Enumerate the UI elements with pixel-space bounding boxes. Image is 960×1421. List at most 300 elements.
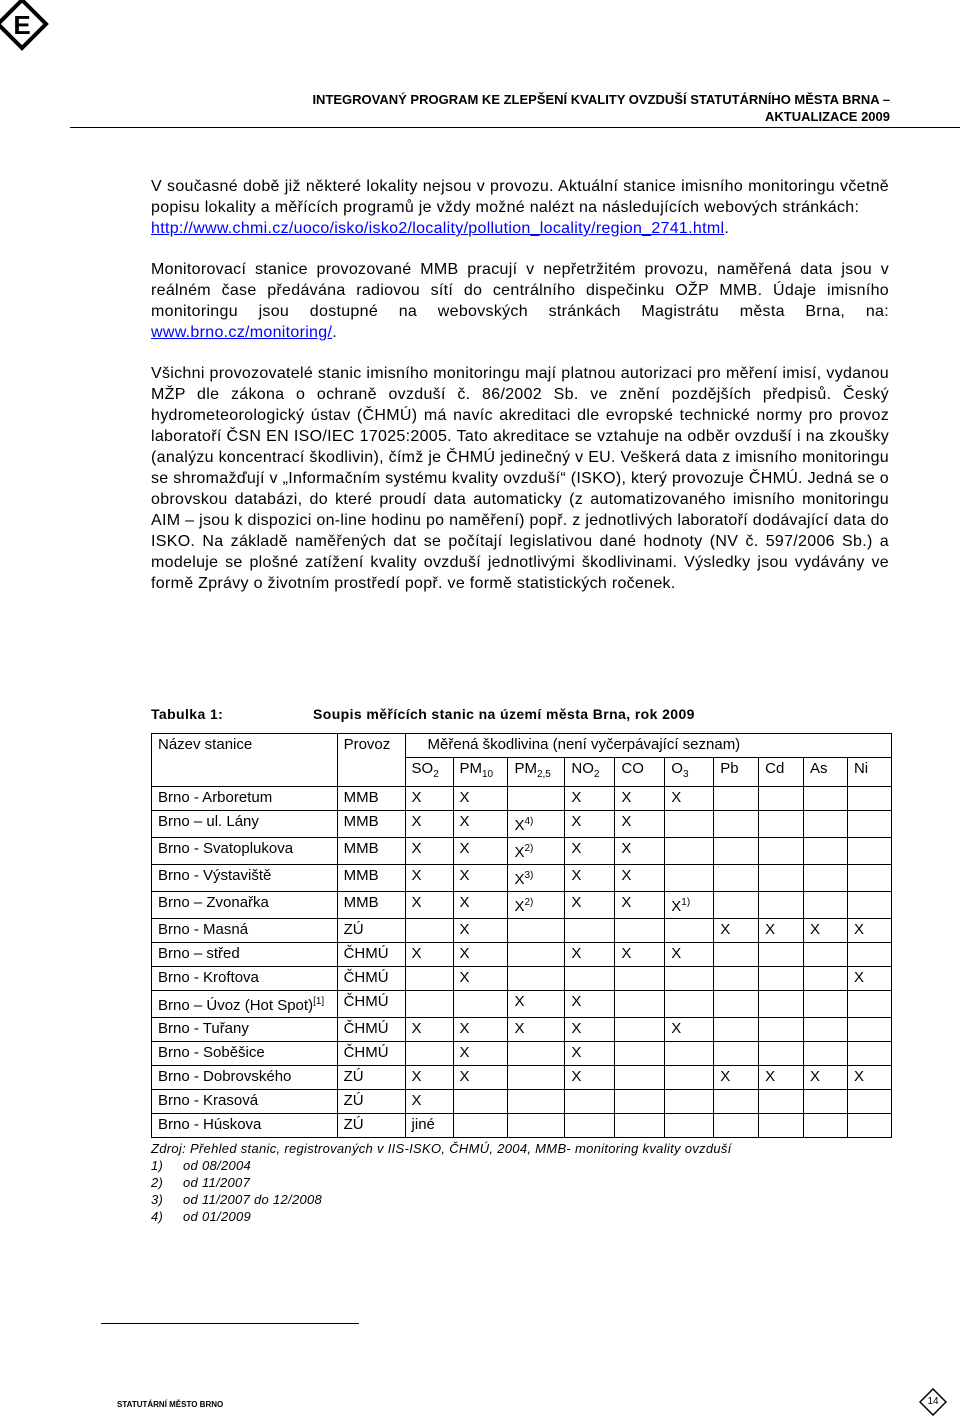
logo-letter: E [13,10,31,40]
measure-cell [759,811,804,838]
note-text: od 11/2007 [183,1175,251,1190]
measure-cell [804,943,848,967]
measure-mark: X [720,921,731,938]
table-row [152,943,892,967]
measure-mark: X [571,1068,582,1085]
measure-cell [714,967,759,991]
table-caption [151,706,695,722]
measure-mark: X [571,867,582,884]
measure-cell [804,1042,848,1066]
table-row [152,865,892,892]
note-item [151,1174,732,1191]
measure-mark: X [459,921,470,938]
measure-cell [665,838,714,865]
measure-cell [615,892,665,919]
pollutant-subscript: 2 [433,769,439,780]
station-name-text: Brno - Svatoplukova [158,840,294,857]
measure-mark: X [671,1020,682,1037]
measure-cell [714,811,759,838]
measure-cell [847,811,891,838]
measure-cell [508,991,565,1018]
measure-mark: X [810,1068,821,1085]
measure-mark: X [459,840,470,857]
measure-cell [804,967,848,991]
measure-cell [615,787,665,811]
measure-cell [759,1066,804,1090]
measure-cell [453,811,508,838]
measure-cell [714,1090,759,1114]
measure-mark: X [621,867,632,884]
measure-cell [804,1090,848,1114]
station-operator: MMB [337,865,405,892]
measure-cell [405,991,453,1018]
measure-cell [714,1018,759,1042]
measure-mark: X [514,1020,525,1037]
measure-cell [615,943,665,967]
measure-mark: X [514,871,525,888]
measure-cell [759,838,804,865]
measure-cell [847,1114,891,1138]
station-name [152,787,338,811]
station-name-text: Brno - Húskova [158,1116,262,1133]
paragraph-2 [151,259,889,343]
pollutant-header [565,758,615,787]
measure-mark: X [571,1020,582,1037]
measure-cell [405,1114,453,1138]
measure-cell [615,811,665,838]
measure-note: 3) [524,870,534,881]
station-operator: ZÚ [337,1114,405,1138]
measure-cell [453,892,508,919]
note-item [151,1157,732,1174]
table-row [152,1114,892,1138]
measure-cell [453,1018,508,1042]
measure-cell [405,892,453,919]
measure-cell [714,919,759,943]
measure-cell [615,865,665,892]
measure-cell [453,919,508,943]
station-operator: ZÚ [337,919,405,943]
pollutant-name: NO [571,760,594,777]
table-sources [151,1140,732,1225]
measure-cell [804,1066,848,1090]
pollutant-subscript: 10 [482,769,494,780]
pollutant-header [453,758,508,787]
table-label: Tabulka 1: [151,706,224,722]
header-line-1: INTEGROVANÝ PROGRAM KE ZLEPŠENÍ KVALITY OVZDUŠÍ STATUTÁRNÍHO MĚSTA BRNA – [312,92,890,107]
station-operator: MMB [337,838,405,865]
pollutant-name: PM [459,760,482,777]
measure-cell [847,892,891,919]
measure-cell [714,1066,759,1090]
table-row [152,919,892,943]
measure-cell [508,919,565,943]
measure-mark: X [411,867,422,884]
measure-mark: X [853,921,864,938]
measure-cell [714,1114,759,1138]
table-row [152,892,892,919]
measure-mark: X [571,789,582,806]
table-row [152,1066,892,1090]
measure-cell [804,865,848,892]
measure-cell [804,1114,848,1138]
measure-cell [847,1066,891,1090]
measure-mark: X [514,844,525,861]
pollutant-name: SO [411,760,434,777]
measure-cell [405,787,453,811]
measure-mark: X [621,840,632,857]
measure-cell [847,1090,891,1114]
header-line-2: AKTUALIZACE 2009 [765,109,890,124]
measure-mark: X [621,789,632,806]
note-text: od 01/2009 [183,1209,252,1224]
measure-cell [759,1114,804,1138]
note-item [151,1191,732,1208]
measure-cell [453,943,508,967]
measure-cell [847,865,891,892]
measure-cell [565,811,615,838]
measure-cell [665,991,714,1018]
station-name [152,991,338,1018]
measure-note: 2) [524,843,534,854]
measure-cell [405,811,453,838]
header-divider [70,127,960,128]
station-name [152,919,338,943]
station-name [152,1114,338,1138]
measure-cell [847,943,891,967]
measure-cell [759,991,804,1018]
station-note: [1] [313,996,325,1007]
station-name [152,1042,338,1066]
measure-cell [665,1090,714,1114]
measure-cell [665,919,714,943]
measure-cell [804,919,848,943]
pollutant-header [508,758,565,787]
header-pollutants: Měřená škodlivina (není vyčerpávající seznam) [405,734,891,758]
measure-cell [665,865,714,892]
measure-cell [759,787,804,811]
measure-cell [565,1114,615,1138]
measure-cell [759,919,804,943]
pollutant-subscript: 2 [593,769,600,780]
measure-cell [565,943,615,967]
measure-cell [615,991,665,1018]
table-row [152,991,892,1018]
pollutant-name: PM [514,760,537,777]
measure-cell [759,892,804,919]
station-name [152,943,338,967]
pollutant-header [405,758,453,787]
measure-mark: X [671,945,682,962]
measure-mark: X [459,945,470,962]
measure-cell [615,1018,665,1042]
measure-cell [804,838,848,865]
measure-cell [759,865,804,892]
table-title: Soupis měřících stanic na území města Brna, rok 2009 [313,706,695,722]
measure-cell [453,1090,508,1114]
document-header [312,91,890,125]
measure-cell [508,1018,565,1042]
station-name-text: Brno - Masná [158,921,249,938]
station-name [152,865,338,892]
measure-cell [759,967,804,991]
measure-cell [453,787,508,811]
measure-cell [565,991,615,1018]
station-name-text: Brno – střed [158,945,240,962]
footnote-divider [101,1323,359,1324]
paragraph-3: Všichni provozovatelé stanic imisního monitoringu mají platnou autorizaci pro měření imisí, vydanou MŽP dle zákona o ochraně ovzduší č. 86/2002 Sb. ve znění pozdějších předpisů. Český hydrometeorologický ústav (ČHMÚ) má navíc akreditaci dle evropské technické normy pro provoz laboratoří ČSN EN ISO/IEC 17025:2005. Tato akreditace se vztahuje na odběr ovzduší i na zkoušky (analýzu koncentrací škodlivin), čímž je ČHMÚ jedinečný v EU. Veškerá data z imisního monitoringu se shromažďují v „Informačním systému kvality ovzduší“ (ISKO), který provozuje ČHMÚ. Jedná se o obrovskou databázi, do které proudí data automaticky (z automatizovaného imisního monitoringu AIM – jsou k dispozici on-line hodinu po naměření) popř. z jednotlivých laboratoří dodávající data do ISKO. Na základě naměřených dat se počítají legislativou dané hodnoty (NV č. 597/2006 Sb.) a modeluje se plošné zatížení kvality ovzduší jednotlivými škodlivinami. Výsledky jsou vydávány ve formě Zprávy o životním prostředí popř. ve formě statistických ročenek. [151,365,889,592]
measure-cell [714,991,759,1018]
measure-cell [405,1066,453,1090]
measure-mark: X [571,1044,582,1061]
table-row [152,1018,892,1042]
station-name-text: Brno - Dobrovského [158,1068,292,1085]
measure-cell [665,1114,714,1138]
station-operator: ČHMÚ [337,1018,405,1042]
notes-list [151,1157,732,1225]
logo-e-icon [0,0,60,60]
pollutant-header [714,758,759,787]
measure-cell [665,787,714,811]
measure-mark: X [571,813,582,830]
pollutant-name: Cd [765,760,785,777]
pollutant-header [847,758,891,787]
measure-cell [508,967,565,991]
measure-mark: X [459,894,470,911]
station-name [152,1090,338,1114]
measure-cell [804,787,848,811]
measure-cell [508,1066,565,1090]
station-name-text: Brno - Tuřany [158,1020,249,1037]
station-operator: ZÚ [337,1066,405,1090]
measure-cell [615,919,665,943]
station-operator: MMB [337,892,405,919]
measure-mark: X [765,1068,776,1085]
measure-cell [405,919,453,943]
station-name [152,811,338,838]
measure-mark: X [671,789,682,806]
measure-cell [508,838,565,865]
measure-cell [759,1042,804,1066]
measure-mark: X [571,840,582,857]
measure-mark: X [459,789,470,806]
station-operator: ČHMÚ [337,943,405,967]
table-row [152,967,892,991]
measure-cell [405,1090,453,1114]
measure-cell [508,943,565,967]
pollutant-subscript: 2,5 [536,769,551,780]
pollutant-name: O [671,760,683,777]
measure-cell [405,865,453,892]
measure-cell [453,1042,508,1066]
measure-cell [759,1018,804,1042]
station-name-text: Brno - Soběšice [158,1044,265,1061]
measure-cell [508,1042,565,1066]
note-number: 4) [151,1209,164,1224]
pollutant-name: Pb [720,760,739,777]
paragraph-2-text: Monitorovací stanice provozované MMB pracují v nepřetržitém provozu, naměřená data jsou v reálném čase předávána radiovou sítí do centrálního dispečinku OŽP MMB. Údaje imisního monitoringu jsou dostupné na webovských stránkách Magistrátu města Brna, na: [151,261,889,320]
station-name [152,1018,338,1042]
measure-mark: X [571,945,582,962]
measure-cell [714,787,759,811]
station-operator: MMB [337,811,405,838]
measure-mark: X [411,840,422,857]
pollutant-name: CO [621,760,644,777]
measure-mark: X [411,1092,422,1109]
measure-mark: X [853,1068,864,1085]
note-number: 3) [151,1192,164,1207]
measure-cell [804,892,848,919]
measure-cell [508,787,565,811]
table-row [152,838,892,865]
measure-cell [565,919,615,943]
page-number: 14 [927,1396,939,1407]
measure-cell [565,787,615,811]
station-name-text: Brno – ul. Lány [158,813,259,830]
station-operator: ČHMÚ [337,991,405,1018]
note-number: 2) [151,1175,164,1190]
measure-cell [453,991,508,1018]
measure-cell [565,838,615,865]
measure-cell [508,1090,565,1114]
measure-cell [847,919,891,943]
measure-note: 2) [524,897,534,908]
measure-mark: X [571,993,582,1010]
measure-mark: X [459,1020,470,1037]
station-name [152,838,338,865]
measure-cell [615,838,665,865]
measure-cell [615,967,665,991]
source-text: Zdroj: Přehled stanic, registrovaných v IIS-ISKO, ČHMÚ, 2004, MMB- monitoring kvality ovzduší [151,1141,732,1156]
pollutant-header [615,758,665,787]
pollutant-header [665,758,714,787]
pollutant-header [804,758,848,787]
note-text: od 08/2004 [183,1158,252,1173]
measure-cell [405,967,453,991]
measure-cell [665,1042,714,1066]
measure-cell [615,1066,665,1090]
measure-cell [405,1042,453,1066]
measure-mark: X [411,945,422,962]
stations-table [151,733,892,1138]
measure-cell [665,967,714,991]
paragraph-1 [151,176,889,239]
measure-cell [508,811,565,838]
measure-cell [714,1042,759,1066]
measure-cell [453,967,508,991]
note-item [151,1208,732,1225]
measure-mark: X [621,894,632,911]
station-operator: MMB [337,787,405,811]
station-name [152,892,338,919]
measure-cell [714,943,759,967]
measure-cell [615,1090,665,1114]
measure-cell [508,1114,565,1138]
measure-cell [508,865,565,892]
measure-cell [847,1042,891,1066]
table-row [152,811,892,838]
measure-cell [714,865,759,892]
brno-monitoring-link[interactable]: www.brno.cz/monitoring/ [151,324,333,341]
measure-mark: X [411,813,422,830]
measure-mark: X [411,1068,422,1085]
measure-cell [804,991,848,1018]
measure-mark: X [459,969,470,986]
measure-cell [453,1114,508,1138]
station-name-text: Brno - Arboretum [158,789,273,806]
measure-cell [453,1066,508,1090]
measure-cell [565,1066,615,1090]
measure-cell [405,838,453,865]
measure-mark: X [514,993,525,1010]
paragraph-1-text: V současné době již některé lokality nejsou v provozu. Aktuální stanice imisního monitoringu včetně popisu lokality a měřících programů je vždy možné nalézt na následujících webových stránkách: [151,178,889,216]
pollutant-name: As [810,760,828,777]
measure-cell [847,991,891,1018]
measure-mark: X [411,894,422,911]
measure-cell [665,943,714,967]
measure-cell [615,1114,665,1138]
measure-mark: X [720,1068,731,1085]
paragraph-2-end: . [332,324,337,341]
measure-cell [804,811,848,838]
table-row [152,787,892,811]
measure-mark: X [459,813,470,830]
station-name-text: Brno - Výstaviště [158,867,272,884]
header-station: Název stanice [152,734,338,787]
footer-city: STATUTÁRNÍ MĚSTO BRNO [117,1400,224,1409]
measure-mark: X [853,969,864,986]
station-operator: ČHMÚ [337,1042,405,1066]
measure-mark: X [621,813,632,830]
station-name [152,1066,338,1090]
measure-cell [565,1042,615,1066]
body-text [151,176,889,614]
measure-mark: X [621,945,632,962]
pollutant-subscript: 3 [682,769,689,780]
table-header-row [152,734,892,758]
measure-mark: X [459,1044,470,1061]
measure-cell [508,892,565,919]
station-name-text: Brno - Kroftova [158,969,259,986]
measure-cell [847,967,891,991]
measure-mark: X [459,867,470,884]
measure-cell [665,892,714,919]
measure-mark: X [411,1020,422,1037]
pollutant-name: Ni [853,760,869,777]
measure-note: 1) [681,897,691,908]
measure-cell [405,943,453,967]
station-name [152,967,338,991]
measure-cell [714,838,759,865]
measure-cell [565,865,615,892]
paragraph-1-end: . [724,220,730,237]
measure-mark: X [571,894,582,911]
measure-cell [759,1090,804,1114]
table-row [152,1090,892,1114]
measure-cell [565,892,615,919]
measure-mark: X [459,1068,470,1085]
measure-cell [759,943,804,967]
measure-mark: X [810,921,821,938]
measure-cell [665,811,714,838]
table-row [152,1042,892,1066]
measure-cell [565,1090,615,1114]
chmi-link[interactable]: http://www.chmi.cz/uoco/isko/isko2/locality/pollution_locality/region_2741.html [151,220,725,237]
station-operator: ZÚ [337,1090,405,1114]
measure-mark: X [514,898,525,915]
measure-cell [565,967,615,991]
measure-cell [565,1018,615,1042]
